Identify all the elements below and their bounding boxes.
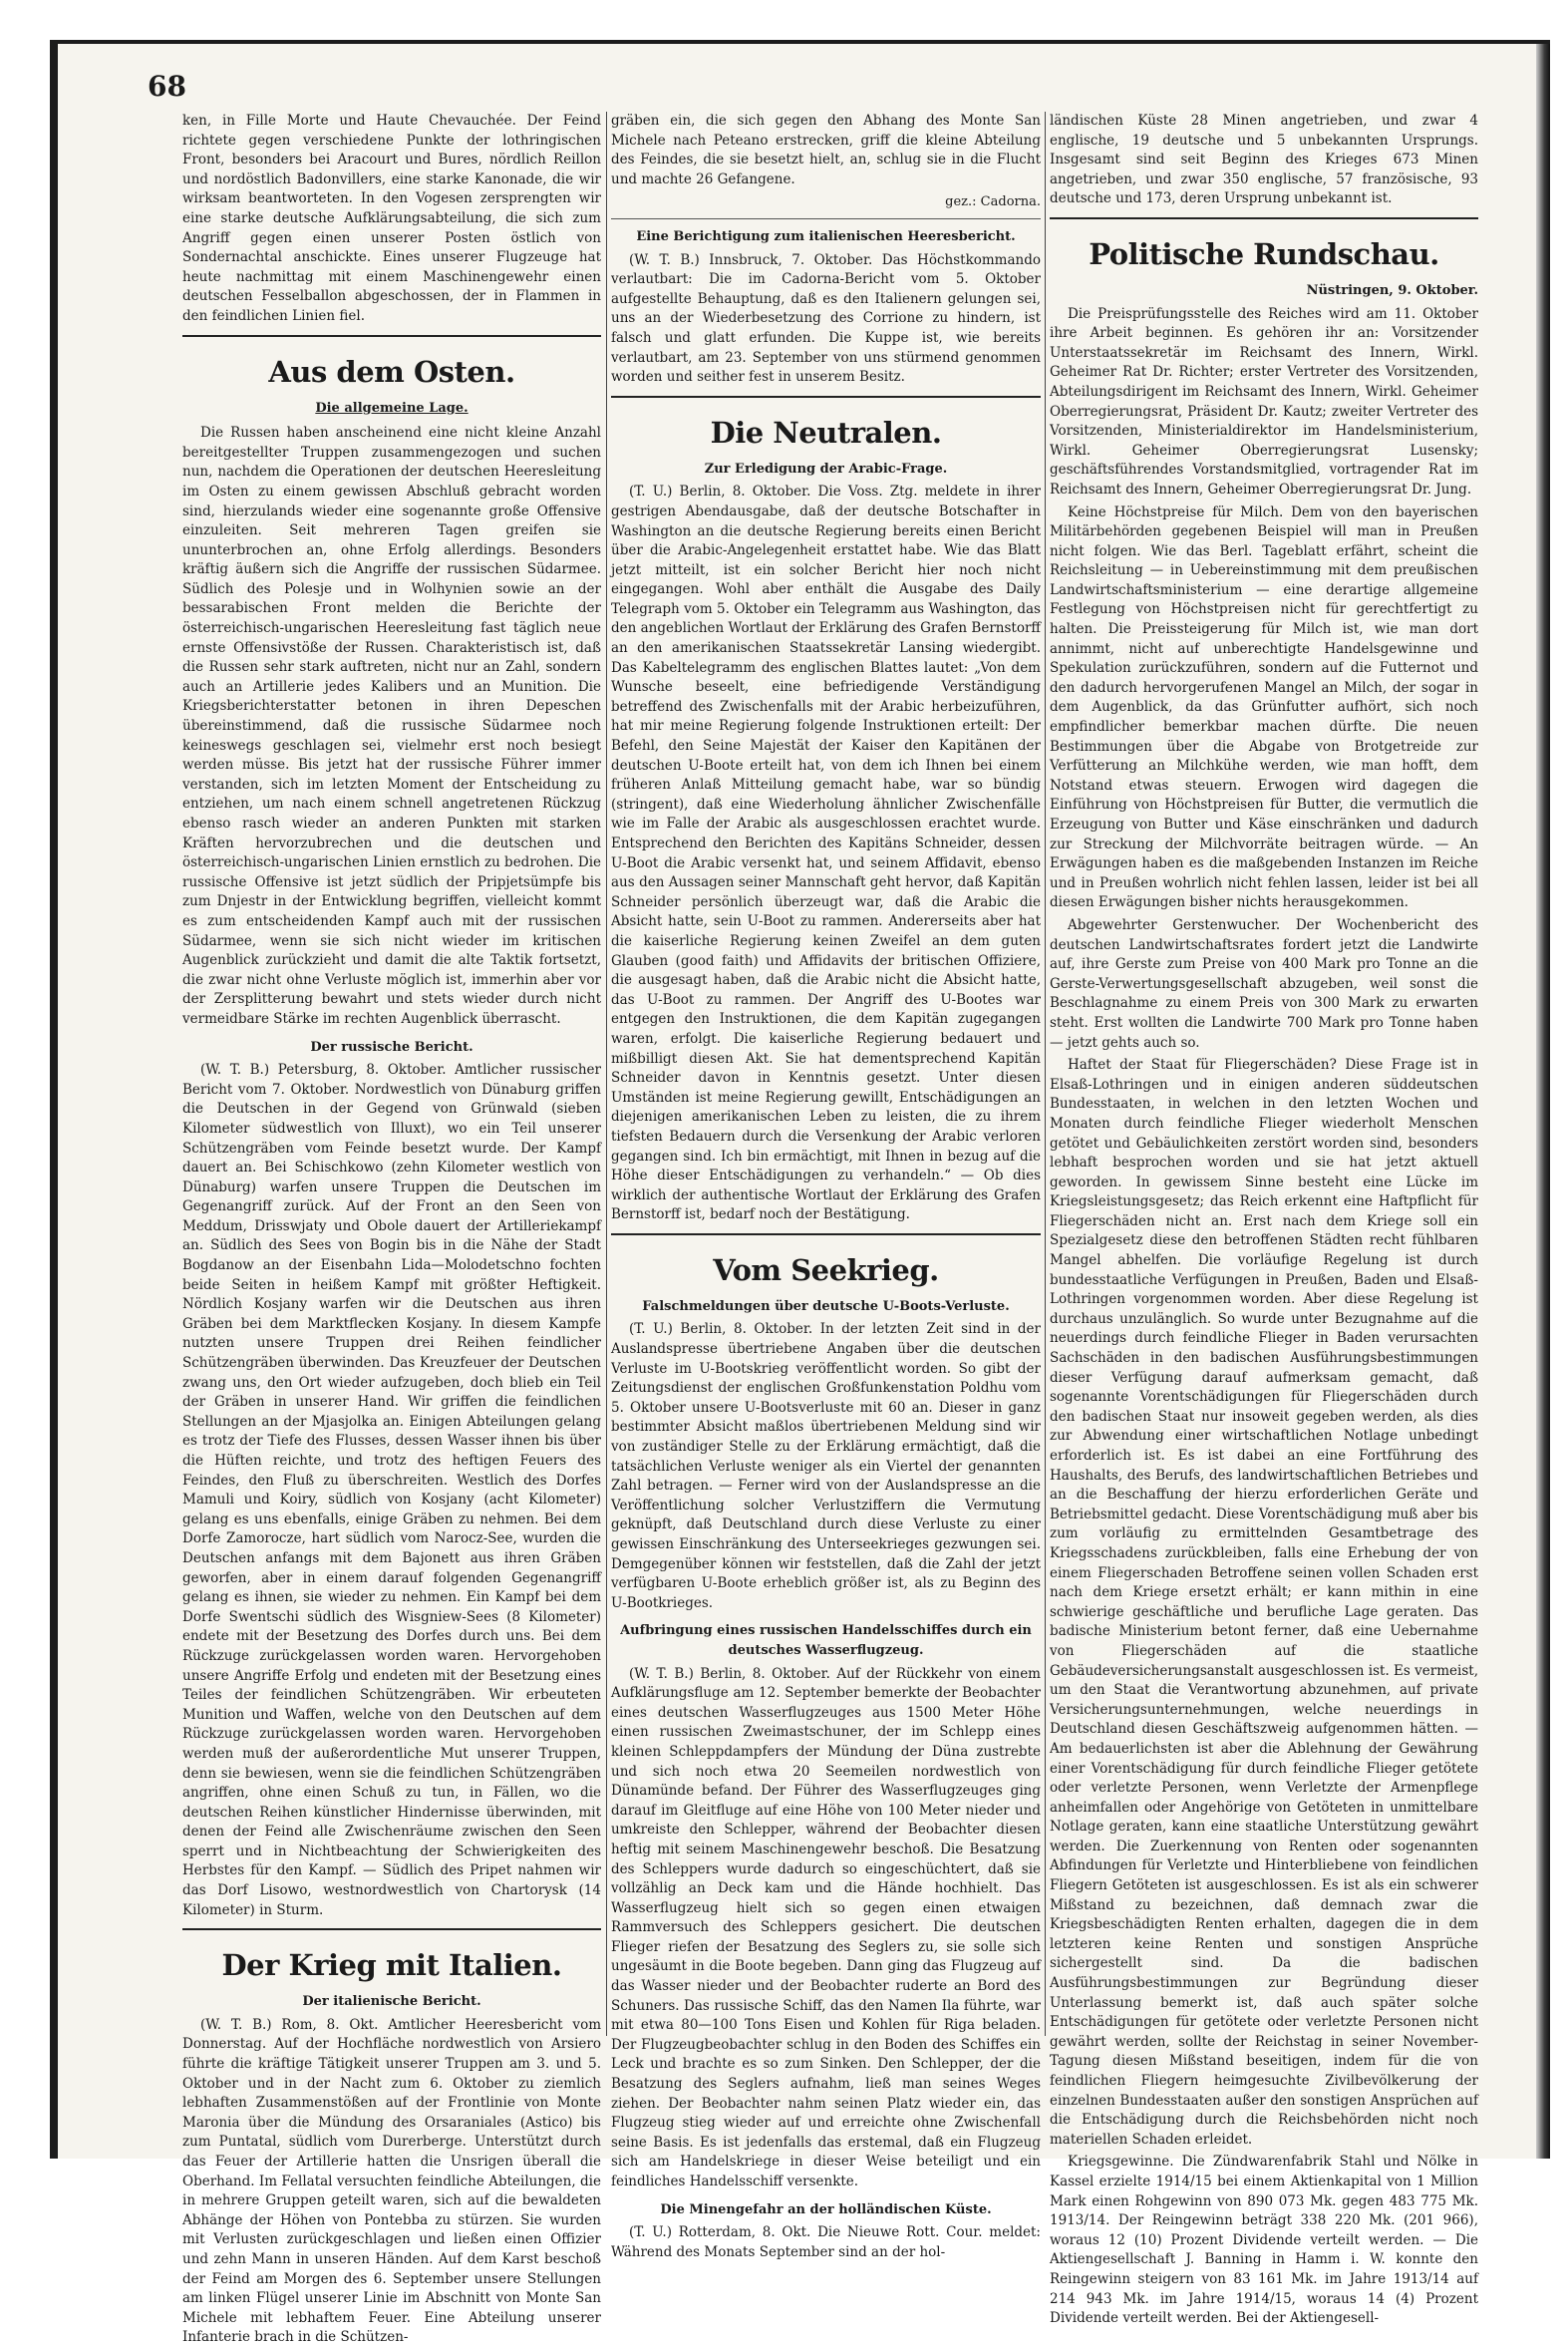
- article-text: Kriegsgewinne. Die Zündwarenfabrik Stahl und Nölke in Kassel erzielte 1914/15 bei einem Aktienkapital von 1 Million Mark einen Rohgewinn von 890 073 Mk. gegen 483 775 Mk. 1913/14. Der Reingewinn beträgt 338 220 Mk. (201 966), woraus 12 (10) Prozent Dividende verteilt werden. — Die Aktiengesellschaft J. Banning in Hamm i. W. konnte den Reingewinn steigern von 83 161 Mk. im Jahre 1913/14 auf 214 943 Mk. im Jahre 1914/15, woraus 14 (4) Prozent Dividende verteilt werden. Bei der Aktiengesell-: [1050, 2154, 1478, 2327]
- article-text: gräben ein, die sich gegen den Abhang des Monte San Michele nach Peteano erstrecken, griff die kleine Abteilung des Feindes, die sie besetzt hielt, an, schlug sie in die Flucht und machte 26 Gefangene.: [611, 113, 1041, 187]
- article-text: ländischen Küste 28 Minen angetrieben, und zwar 4 englische, 19 deutsche und 5 unbekannten Ursprungs. Insgesamt sind seit Beginn des Krieges 673 Minen angetrieben, und zwar 350 englische, 57 französische, 93 deutsche und 173, deren Ursprung unbekannt ist.: [1050, 113, 1478, 207]
- page-number: 68: [148, 70, 186, 103]
- section-heading-seekrieg: Vom Seekrieg.: [713, 1252, 939, 1287]
- article-subheading: Der russische Bericht.: [310, 1039, 473, 1055]
- column-1: [182, 112, 601, 2346]
- article-subheading: Aufbringung eines russischen Handelsschiffes durch ein deutsches Wasserflugzeug.: [620, 1623, 1032, 1658]
- article-text: (W. T. B.) Berlin, 8. Oktober. Auf der Rückkehr von einem Aufklärungsfluge am 12. September bemerkte der Beobachter eines deutschen Wasserflugzeuges aus 1500 Meter Höhe einen russischen Zweimastschuner, der im Schlepp eines kleinen Schleppdampfers der Mündung der Düna zustrebte und sich noch etwa 20 Seemeilen nordwestlich von Dünamünde befand. Der Führer des Wasserflugzeuges ging darauf im Gleitfluge auf eine Höhe von 100 Meter nieder und umkreiste den Schlepper, während der Beobachter diesen heftig mit seinem Maschinengewehr beschoß. Die Besatzung des Schleppers wurde dadurch so eingeschüchtert, daß sie vollzählig an Deck kam und die Hände hochhielt. Das Wasserflugzeug hielt sich so gegen einen etwaigen Rammversuch des Schleppers gesichert. Die deutschen Flieger riefen der Besatzung des Seglers zu, sie solle sich ungesäumt in die Boote begeben. Dann ging das Flugzeug auf das Wasser nieder und der Beobachter ruderte an Bord des Schuners. Das russische Schiff, das den Namen Ila führte, war mit etwa 80—100 Tons Eisen und Kohlen für Riga beladen. Der Flugzeugbeobachter schlug in den Boden des Schiffes ein Leck und brachte es so zum Sinken. Den Schlepper, der die Besatzung des Seglers aufnahm, ließ man seines Weges ziehen. Der Beobachter nahm seinen Platz wieder ein, das Flugzeug stieg wieder auf und erreichte ohne Zwischenfall seine Basis. Es ist jedenfalls das erstemal, daß ein Flugzeug sich am Handelskriege in dieser Weise beteiligt und ein feindliches Handelsschiff versenkte.: [611, 1665, 1041, 2189]
- section-divider: [182, 335, 601, 337]
- section-divider: [611, 396, 1041, 398]
- article-subheading: Zur Erledigung der Arabic-Frage.: [704, 461, 948, 477]
- article-subheading: Der italienische Bericht.: [302, 1994, 481, 2010]
- section-heading-italien: Der Krieg mit Italien.: [221, 1948, 562, 1983]
- article-text: Haftet der Staat für Fliegerschäden? Diese Frage ist in Elsaß-Lothringen und in einigen anderen süddeutschen Bundesstaaten, in welchen in den letzten Wochen und Monaten durch feindliche Flieger wiederholt Menschen getötet und Gebäulichkeiten zerstört worden sind, besonders lebhaft besprochen worden und sie hat jetzt aktuell geworden. In gewissem Sinne besteht eine Lücke im Kriegsleistungsgesetz; das Reich erkennt eine Haftpflicht für Fliegerschäden nicht an. Erst nach dem Kriege soll ein Spezialgesetz diese den betroffenen Städten recht fühlbaren Mangel abhelfen. Die vorläufige Regelung ist durch bundesstaatliche Verfügungen in Preußen, Baden und Elsaß-Lothringen vorgenommen worden. Aber diese Regelung ist durchaus unzulänglich. So wurde unter Bezugnahme auf die neuerdings durch feindliche Flieger in Baden verursachten Sachschäden in den badischen Ausführungsbestimmungen dieser Verfügung darauf aufmerksam gemacht, daß sogenannte Vorentschädigungen für Fliegerschäden durch den badischen Staat nur insoweit gegeben werden, als dies zur Abwendung einer wirtschaftlichen Notlage unbedingt erforderlich ist. Es ist dabei an eine Fortführung des Haushalts, des Berufs, des landwirtschaftlichen Betriebes und an die Beschaffung der hierzu erforderlichen Geräte und Betriebsmittel gedacht. Diese Vorentschädigung muß aber bis zum vorläufig zu ermittelnden Gesamtbetrage des Kriegsschadens zurückbleiben, falls eine Erhebung der von einem Fliegerschaden Betroffene seinen vollen Schaden erst nach dem Kriege ersetzt erhält; er kann mithin in eine schwierige geschäftliche und berufliche Lage geraten. Das badische Ministerium betont ferner, daß eine Uebernahme von Fliegerschäden auf die staatliche Gebäudeversicherungsanstalt ausgeschlossen ist. Es vermeist, um den Staat die Verantwortung abzunehmen, auf private Versicherungsunternehmungen, welche neuerdings in Deutschland diesen Geschäftszweig aufgenommen hätten. — Am bedauerlichsten ist aber die Ablehnung der Gewährung einer Vorentschädigung für durch feindliche Flieger getötete oder verletzte Personen, wenn Verletzte der Armenpflege anheimfallen oder Angehörige von Getöteten in unmittelbare Notlage geraten, kann eine staatliche Unterstützung gewährt werden. Die Zuerkennung von Renten oder sogenannten Abfindungen für Verletzte und Hinterbliebene von feindlichen Fliegern Getöteten ist ausgeschlossen. Es ist als ein schwerer Mißstand zu bezeichnen, daß demnach zwar die Kriegsbeschädigten Renten erhalten, dagegen die in dem letzteren keine Renten und sonstigen Ansprüche sichergestellt sind. Da die badischen Ausführungsbestimmungen zur Begründung dieser Unterlassung bemerkt ist, daß auch später solche Entschädigungen für getötete oder verletzte Personen nicht gewährt werden, sollte der Reichstag in seiner November-Tagung diesen Mißstand beseitigen, indem für die von feindlichen Fliegern heimgesuchte Zivilbevölkerung der einzelnen Bundesstaaten außer den sonstigen Ansprüchen auf die Entschädigung durch die Reichsbehörden nicht noch materiellen Schaden erleidet.: [1050, 1057, 1478, 2148]
- article-subheading: Eine Berichtigung zum italienischen Heeresbericht.: [636, 228, 1016, 244]
- section-heading-neutralen: Die Neutralen.: [710, 415, 942, 450]
- section-divider: [182, 1928, 601, 1930]
- article-text: (W. T. B.) Petersburg, 8. Oktober. Amtlicher russischer Bericht vom 7. Oktober. Nordwestlich von Dünaburg griffen die Deutschen in der Gegend von Grünwald (sieben Kilometer südwestlich von Illuxt), wo ein Teil unserer Schützengräben vom Feinde besetzt wurde. Der Kampf dauert an. Bei Schischkowo (zehn Kilometer westlich von Dünaburg) warfen unsere Truppen die Deutschen im Gegenangriff zurück. Auf der Front an den Seen von Meddum, Drisswjaty und Obole dauert der Artilleriekampf an. Südlich des Sees von Bogin bis in die Nähe der Stadt Bogdanow an der Eisenbahn Lida—Molodetschno fochten beide Seiten in heißem Kampf mit größter Heftigkeit. Nördlich Kosjany warfen wir die Deutschen aus ihren Gräben bei dem Marktflecken Kosjany. In diesem Kampfe nutzten unsere Truppen drei Reihen feindlicher Schützengräben überwinden. Das Kreuzfeuer der Deutschen zwang uns, den Ort wieder aufzugeben, doch blieb ein Teil der Gräben in unserer Hand. Wir griffen die feindlichen Stellungen an der Mjasjolka an. Einigen Abteilungen gelang es trotz der Tiefe des Flusses, dessen Wasser ihnen bis über die Hüften reichte, und trotz des heftigen Feuers des Feindes, den Fluß zu überschreiten. Westlich des Dorfes Mamuli und Koiry, südlich von Kosjany (acht Kilometer) gelang es uns ebenfalls, einige Gräben zu nehmen. Bei dem Dorfe Zamorocze, hart südlich vom Narocz-See, wurden die Deutschen anfangs mit dem Bajonett aus ihren Gräben geworfen, aber in einem darauf folgenden Gegenangriff gelang es ihnen, sie wieder zu nehmen. Ein Kampf bei dem Dorfe Swentschi südlich des Wisgniew-Sees (8 Kilometer) endete mit der Besetzung des Dorfes durch uns. Bei dem Rückzuge zurückgelassen worden waren. Hervorgehoben unsere Angriffe Erfolg und endeten mit der Besetzung eines Teiles der feindlichen Schützengräben. Wir erbeuteten Munition und Waffen, welche von den Deutschen auf dem Rückzuge zurückgelassen worden waren. Hervorgehoben werden muß der außerordentliche Mut unserer Truppen, denn sie bewiesen, wenn sie die feindlichen Schützengräben angriffen, ohne einen Schuß zu tun, in Fällen, wo die deutschen Reihen künstlicher Hindernisse überwinden, mit denen der Feind alle Zwischenräume zwischen den Seen sperrt und in Nichtbeachtung der Schwierigkeiten des Herbstes für den Kampf. — Südlich des Pripet nahmen wir das Dorf Lisowo, westnordwestlich von Chartorysk (14 Kilometer) in Sturm.: [182, 1062, 601, 1918]
- section-divider: [1050, 217, 1478, 219]
- article-text: (T. U.) Rotterdam, 8. Okt. Die Nieuwe Rott. Cour. meldet: Während des Monats September sind an der hol-: [611, 2224, 1041, 2260]
- page-binding-edge: [1536, 44, 1550, 2159]
- article-text: ken, in Fille Morte und Haute Chevauchée. Der Feind richtete gegen verschiedene Punkte der lothringischen Front, besonders bei Aracourt und Bures, nördlich Reillon und nordöstlich Badonvillers, eine starke Kanonade, die wir wirksam beantworteten. In den Vogesen zersprengten wir eine starke deutsche Aufklärungsabteilung, die sich zum Angriff gegen einen unserer Posten östlich von Sondernachtal anschickte. Eines unserer Flugzeuge hat heute nachmittag mit einem Maschinengewehr einen deutschen Fesselballon abgeschossen, der in Flammen in den feindlichen Linien fiel.: [182, 113, 601, 324]
- article-subheading: Die Minengefahr an der holländischen Küste.: [660, 2201, 992, 2217]
- section-heading-politische-rundschau: Politische Rundschau.: [1089, 236, 1439, 271]
- section-heading-osten: Aus dem Osten.: [268, 354, 515, 389]
- article-subheading: Falschmeldungen über deutsche U-Boots-Verluste.: [642, 1298, 1010, 1314]
- article-text: Abgewehrter Gerstenwucher. Der Wochenbericht des deutschen Landwirtschaftsrates fordert jetzt die Landwirte auf, ihre Gerste zum Preise von 400 Mark pro Tonne an die Gerste-Verwertungsgesellschaft abzugeben, weil sonst die Beschlagnahme zu einem Preis von 300 Mark zu erwarten steht. Erst wollten die Landwirte 700 Mark pro Tonne haben — jetzt gehts auch so.: [1050, 916, 1478, 1051]
- article-text: (W. T. B.) Rom, 8. Okt. Amtlicher Heeresbericht vom Donnerstag. Auf der Hochfläche nordwestlich von Arsiero führte die kräftige Tätigkeit unserer Truppen am 3. und 5. Oktober und in der Nacht zum 6. Oktober zu ziemlich lebhaften Zusammenstößen auf der Frontlinie von Monte Maronia über die Mündung des Orsaraniales (Astico) bis zum Puntatal, südlich vom Durerberge. Unterstützt durch das Feuer der Artillerie hatten die Unsrigen überall die Oberhand. Im Fellatal versuchten feindliche Abteilungen, die in mehrere Gruppen geteilt waren, sich auf die bewaldeten Abhänge der Höhen von Pontebba zu stürzen. Sie wurden mit Verlusten zurückgeschlagen und ließen einen Offizier und zehn Mann in unseren Händen. Auf dem Karst beschoß der Feind am Morgen des 6. September unsere Stellungen am linken Flügel unserer Linie im Abschnitt von Monte San Michele mit lebhaftem Feuer. Eine Abteilung unserer Infanterie brach in die Schützen-: [182, 2016, 601, 2346]
- scan-margin: [0, 0, 47, 2178]
- section-divider: [611, 218, 1041, 219]
- article-text: Die Preisprüfungsstelle des Reiches wird am 11. Oktober ihre Arbeit beginnen. Es gehören ihr an: Vorsitzender Unterstaatssekretär im Reichsamt des Innern, Wirkl. Geheimer Rat Dr. Richter; erster Vertreter des Vorsitzenden, Abteilungsdirigent im Reichsamt des Innern, Wirkl. Geheimer Oberregierungsrat, Präsident Dr. Kautz; zweiter Vertreter des Vorsitzenden, Ministerialdirektor im Handelsministerium, Wirkl. Geheimer Oberregierungsrat Lusensky; geschäftsführendes Vorstandsmitglied, vortragender Rat im Reichsamt des Innern, Geheimer Oberregierungsrat Dr. Jung.: [1050, 305, 1478, 498]
- article-text: Die Russen haben anscheinend eine nicht kleine Anzahl bereitgestellter Truppen zusammengezogen und suchen nun, nachdem die Operationen der deutschen Heeresleitung im Osten zu einem gewissen Abschluß gebracht worden sind, hierzulands wieder eine sogenannte große Offensive einzuleiten. Seit mehreren Tagen greifen sie ununterbrochen an, ohne Erfolg allerdings. Besonders kräftig äußern sich die Angriffe der russischen Südarmee. Südlich des Polesje und in Wolhynien sowie an der bessarabischen Front melden die Berichte der österreichisch-ungarischen Heeresleitung fast täglich neue ernste Offensivstöße der Russen. Charakteristisch ist, daß die Russen sehr stark auftreten, nicht nur an Zahl, sondern auch an Artillerie jedes Kalibers und an Munition. Die Kriegsberichterstatter betonen in ihren Depeschen übereinstimmend, daß die russische Südarmee noch keineswegs geschlagen sei, vielmehr erst noch besiegt werden müsse. Bis jetzt hat der russische Führer immer verstanden, sich im letzten Moment der Entscheidung zu entziehen, um nach einem schnell angetretenen Rückzug ebenso rasch wieder an anderen Punkten mit starken Kräften hervorzubrechen und die deutschen und österreichisch-ungarischen Linien ernstlich zu bedrohen. Die russische Offensive ist jetzt südlich der Pripjetsümpfe bis zum Dnjestr in der Entwicklung begriffen, vielleicht kommt es zum entscheidenden Kampf auch mit der russischen Südarmee, wenn sie sich nicht wieder im kritischen Augenblick zurückzieht und damit die alte Taktik fortsetzt, die zwar nicht ohne Verluste möglich ist, immerhin aber vor der Zersplitterung bewahrt und stets wieder durch nicht vermeidbare Stärke im rechten Augenblick überrascht.: [182, 425, 601, 1027]
- column-3: [1050, 112, 1478, 2327]
- article-text: (T. U.) Berlin, 8. Oktober. Die Voss. Ztg. meldete in ihrer gestrigen Abendausgabe, daß der deutsche Botschafter in Washington an die deutsche Regierung bereits einen Bericht über die Arabic-Angelegenheit erstattet habe. Wie das Blatt jetzt mitteilt, ist ein solcher Bericht hier noch nicht eingegangen. Wohl aber enthält die Ausgabe des Daily Telegraph vom 5. Oktober ein Telegramm aus Washington, das den angeblichen Wortlaut der Erklärung des Grafen Bernstorff an den amerikanischen Staatssekretär Lansing wiedergibt. Das Kabeltelegramm des englischen Blattes lautet: „Von dem Wunsche beseelt, eine befriedigende Verständigung betreffend des Zwischenfalls mit der Arabic herbeizuführen, hat mir meine Regierung folgende Instruktionen erteilt: Der Befehl, den Seine Majestät der Kaiser den Kapitänen der deutschen U-Boote erteilt hat, von dem ich Ihnen bei einem früheren Anlaß Mitteilung gemacht habe, war so bündig (stringent), daß eine Wiederholung ähnlicher Zwischenfälle wie im Falle der Arabic als ausgeschlossen erachtet wurde. Entsprechend den Berichten des Kapitäns Schneider, dessen U-Boot die Arabic versenkt hat, und seinem Affidavit, ebenso aus den Aussagen seiner Mannschaft geht hervor, daß Kapitän Schneider persönlich überzeugt war, daß die Arabic die Absicht hatte, sein U-Boot zu rammen. Andererseits aber hat die kaiserliche Regierung keinen Zweifel an dem guten Glauben (good faith) und Affidavits der britischen Offiziere, die ausgesagt haben, daß die Arabic nicht die Absicht hatte, das U-Boot zu rammen. Der Angriff des U-Bootes war entgegen den Instruktionen, die dem Kapitän zugegangen waren, erfolgt. Die kaiserliche Regierung bedauert und mißbilligt diesen Akt. Sie hat dementsprechend Kapitän Schneider davon in Kenntnis gesetzt. Unter diesen Umständen ist meine Regierung gewillt, Entschädigungen an diejenigen amerikanischen Leben zu leisten, die zu ihrem tiefsten Bedauern durch die Versenkung der Arabic verloren gegangen sind. Ich bin ermächtigt, mit Ihnen in bezug auf die Höhe dieser Entschädigungen zu verhandeln.“ — Ob dies wirklich der authentische Wortlaut der Erklärung des Grafen Bernstorff ist, bedarf noch der Bestätigung.: [611, 484, 1041, 1223]
- article-text: Keine Höchstpreise für Milch. Dem von den bayerischen Militärbehörden gegebenen Beispiel will man in Preußen nicht folgen. Wie das Berl. Tageblatt erfährt, scheint die Reichsleitung — in Uebereinstimmung mit dem preußischen Landwirtschaftsministerium — eine derartige allgemeine Festlegung von Höchstpreisen nicht für gerechtfertigt zu halten. Die Preissteigerung für Milch ist, wie man dort annimmt, nicht auf unberechtigte Handelsgewinne und Spekulation zurückzuführen, sondern auf die Futternot und den dadurch hervorgerufenen Mangel an Milch, der sogar in dem Augenblick, da das Grünfutter aufhört, sich noch empfindlicher bemerkbar machen dürfte. Die neuen Bestimmungen über die Abgabe von Brotgetreide zur Verfütterung an Milchkühe werden, wie man hofft, dem Notstand etwas steuern. Erwogen wird dagegen die Einführung von Höchstpreisen für Butter, die vermutlich die Erzeugung von Butter und Käse einschränken und dadurch zur Streckung der Milchvorräte beitragen würde. — An Erwägungen haben es die maßgebenden Instanzen im Reiche und in Preußen wohrlich nicht fehlen lassen, leider ist bei all diesen Erwägungen bisher nichts herausgekommen.: [1050, 503, 1478, 911]
- column-rule: [1045, 112, 1046, 2036]
- column-rule: [606, 112, 607, 2036]
- article-signature: gez.: Cadorna.: [945, 194, 1041, 210]
- article-text: (W. T. B.) Innsbruck, 7. Oktober. Das Höchstkommando verlautbart: Die im Cadorna-Bericht vom 5. Oktober aufgestellte Behauptung, daß es den Italienern gelungen sei, uns an der Wiederbesetzung des Corrione zu hindern, ist falsch und glatt erfunden. Die Kuppe ist, wie bereits verlautbart, am 23. September von uns stürmend genommen worden und seither fest in unserem Besitz.: [611, 251, 1041, 386]
- article-subheading: Die allgemeine Lage.: [315, 400, 469, 416]
- article-text: (T. U.) Berlin, 8. Oktober. In der letzten Zeit sind in der Auslandspresse übertriebene Angaben über die deutschen Verluste im U-Bootskrieg veröffentlicht worden. So gibt der Zeitungsdienst der englischen Großfunkenstation Poldhu vom 5. Oktober unsere U-Bootsverluste mit 60 an. Dieser in ganz bestimmter Absicht maßlos übertriebenen Meldung sind wir von zuständiger Stelle zu der Erklärung ermächtigt, daß die tatsächlichen Verluste weniger als ein Viertel der genannten Zahl betragen. — Ferner wird von der Auslandspresse an die Veröffentlichung solcher Verlustziffern die Vermutung geknüpft, daß Deutschland durch diese Verluste zu einer gewissen Einschränkung des Unterseekrieges gezwungen sei. Demgegenüber können wir feststellen, daß die Zahl der jetzt verfügbaren U-Boote erheblich größer ist, als zu Beginn des U-Bootkrieges.: [611, 1321, 1041, 1611]
- column-2: [611, 112, 1041, 2260]
- section-divider: [611, 1233, 1041, 1235]
- dateline: Nüstringen, 9. Oktober.: [1306, 282, 1478, 298]
